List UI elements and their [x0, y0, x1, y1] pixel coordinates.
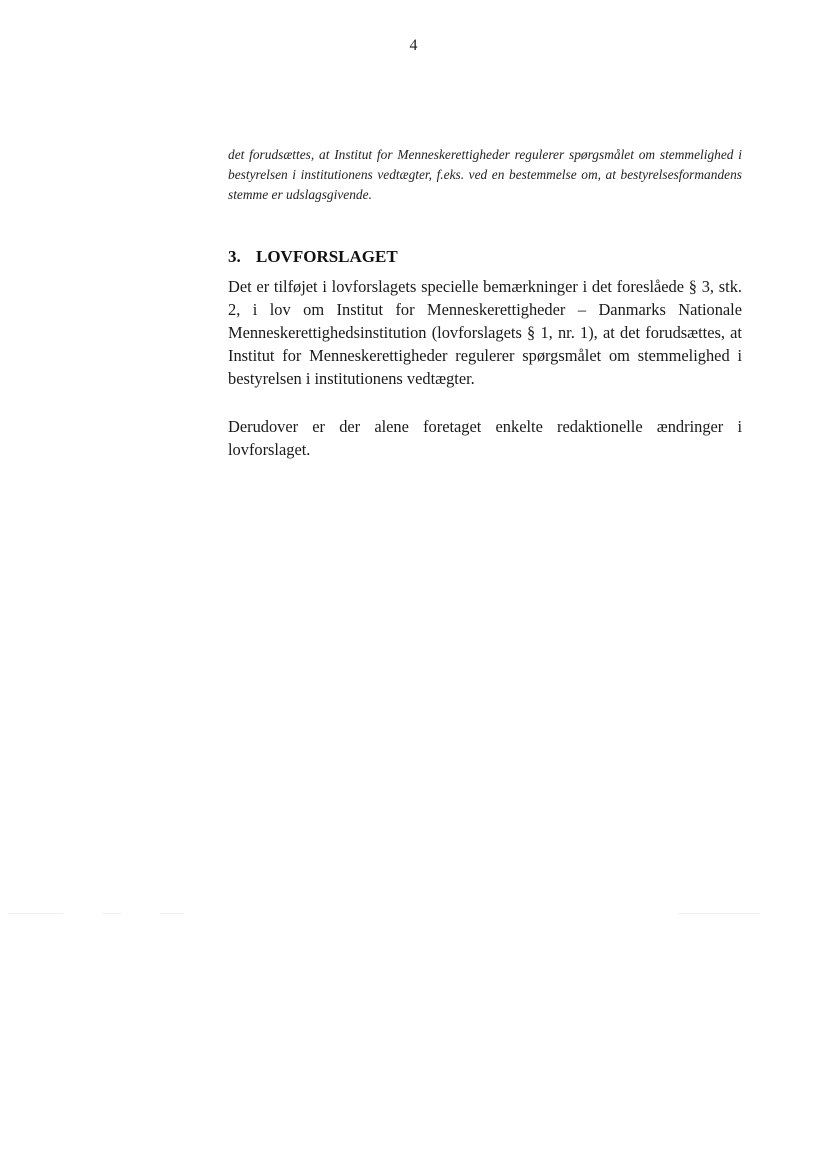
- scan-artifact-line: [160, 913, 184, 914]
- italic-note: det forudsættes, at Institut for Menneskerettigheder regulerer spørgsmålet om stemmelighed i bestyrelsen i institutionens vedtægter, f.eks. ved en bestemmelse om, at bestyrelsesformandens stemme er udslagsgivende.: [228, 147, 742, 202]
- section-title: LOVFORSLAGET: [256, 247, 398, 266]
- section-number: 3.: [228, 247, 241, 266]
- body-paragraph-1: Det er tilføjet i lovforslagets specielle bemærkninger i det foreslåede § 3, stk. 2, i lov om Institut for Menneskerettigheder – Danmarks Nationale Menneskerettighedsinstitution (lovforslagets § 1, nr. 1), at det forudsættes, at Institut for Menneskerettigheder regulerer spørgsmålet om stemmelighed i bestyrelsen i institutionens vedtægter.: [228, 277, 742, 388]
- scan-artifact-line: [103, 913, 121, 914]
- page-number: 4: [409, 37, 418, 54]
- scan-artifact-line: [8, 913, 63, 914]
- scan-artifact-line: [678, 913, 760, 914]
- section-heading: [228, 246, 742, 268]
- body-paragraph-2: Derudover er der alene foretaget enkelte redaktionelle ændringer i lovforslaget.: [228, 417, 742, 459]
